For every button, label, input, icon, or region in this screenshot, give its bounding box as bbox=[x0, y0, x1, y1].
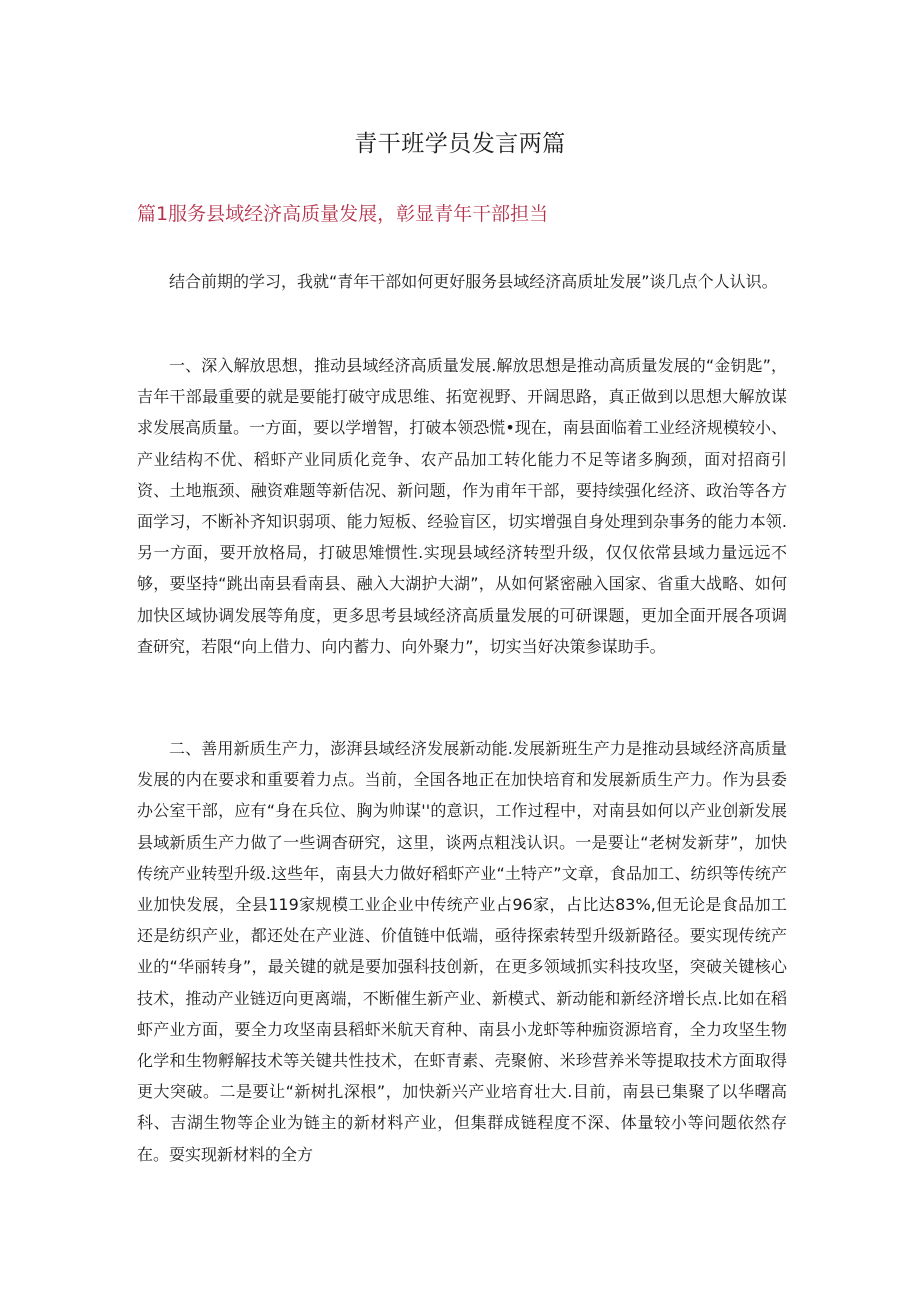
paragraph-intro: 结合前期的学习，我就“青年干部如何更好服务县域经济高质址发展”谈几点个人认识。 bbox=[169, 272, 778, 291]
document-title: 青干班学员发言两篇 bbox=[354, 131, 566, 157]
paragraph-point-one: 一、深入解放思想，推动县域经济高质量发展.解放思想是推动高质量发展的“金钥匙”，吉年干部最重要的就是要能打破守成思维、拓宽视野、开阔思路，真正做到以思想大解放谋求发展高质量。一方面，要以学增智，打破本领恐慌•现在，南县面临着工业经济规模较小、产业结构不优、稻虾产业同质化竞争、农产品加工转化能力不足等诸多胸颈，面对招商引资、土地瓶颈、融资难题等新佶况、新问题，作为甫年干部，要持续强化经济、政治等各方面学习，不断补齐知识弱项、能力短板、经验盲区，切实增强自身处理到杂事务的能力本领.另一方面，要开放格局，打破思雉惯性.实现县域经济转型升级，仅仅依常县域力量远远不够，要坚持“跳出南县看南县、融入大湖护大湖”，从如何紧密融入国家、省重大战略、如何加快区域协调发展等角度，更多思考县域经济高质量发展的可研课题，更加全面开展各项调查研究，若限“向上借力、向内蓄力、向外聚力”，切实当好决策参谋助手。 bbox=[137, 356, 787, 656]
section-heading: 篇1服务县域经济高质量发展，彰显青年干部担当 bbox=[137, 203, 549, 225]
paragraph-point-two: 二、善用新质生产力，澎湃县域经济发展新动能.发展新班生产力是推动县域经济高质量发展的内在要求和重要着力点。当前，全国各地正在加快培育和发展新质生产力。作为县委办公室干部，应有“身在兵位、胸为帅谋''的意识，工作过程中，对南县如何以产业创新发展县域新质生产力做了一些调杳研究，这里，谈两点粗浅认识。一是要让“老树发新芽”，加快传统产业转型升级.这些年，南县大力做好稻虾产业“土特产”文章，食品加工、纺织等传统产业加快发展，全县119家规模工业企业中传统产业占96家，占比达83%,但无论是食品加工还是纺织产业，都还处在产业涟、价值链中低端，亟待探索转型升级新路径。要实现传统产业的“华丽转身”，最关键的就是要加强科技创新，在更多领域抓实科技攻坚，突破关键核心技术，推动产业链迈向更离端，不断催生新产业、新模式、新动能和新经济增长点.比如在稻虾产业方面，要全力攻坚南县稻虾米航天育种、南县小龙虾等种痂资源培育，全力攻坚生物化学和生物孵解技术等关键共性技术，在虾青素、壳聚俯、米珍营养米等提取技术方面取得更大突破。二是要让“新树扎深根”，加快新兴产业培育壮大.目前，南县已集聚了以华曙高科、吉湖生物等企业为链主的新材料产业，但集群成链程度不深、体量较小等问题依然存在。耍实现新材料的全方 bbox=[137, 739, 787, 1164]
